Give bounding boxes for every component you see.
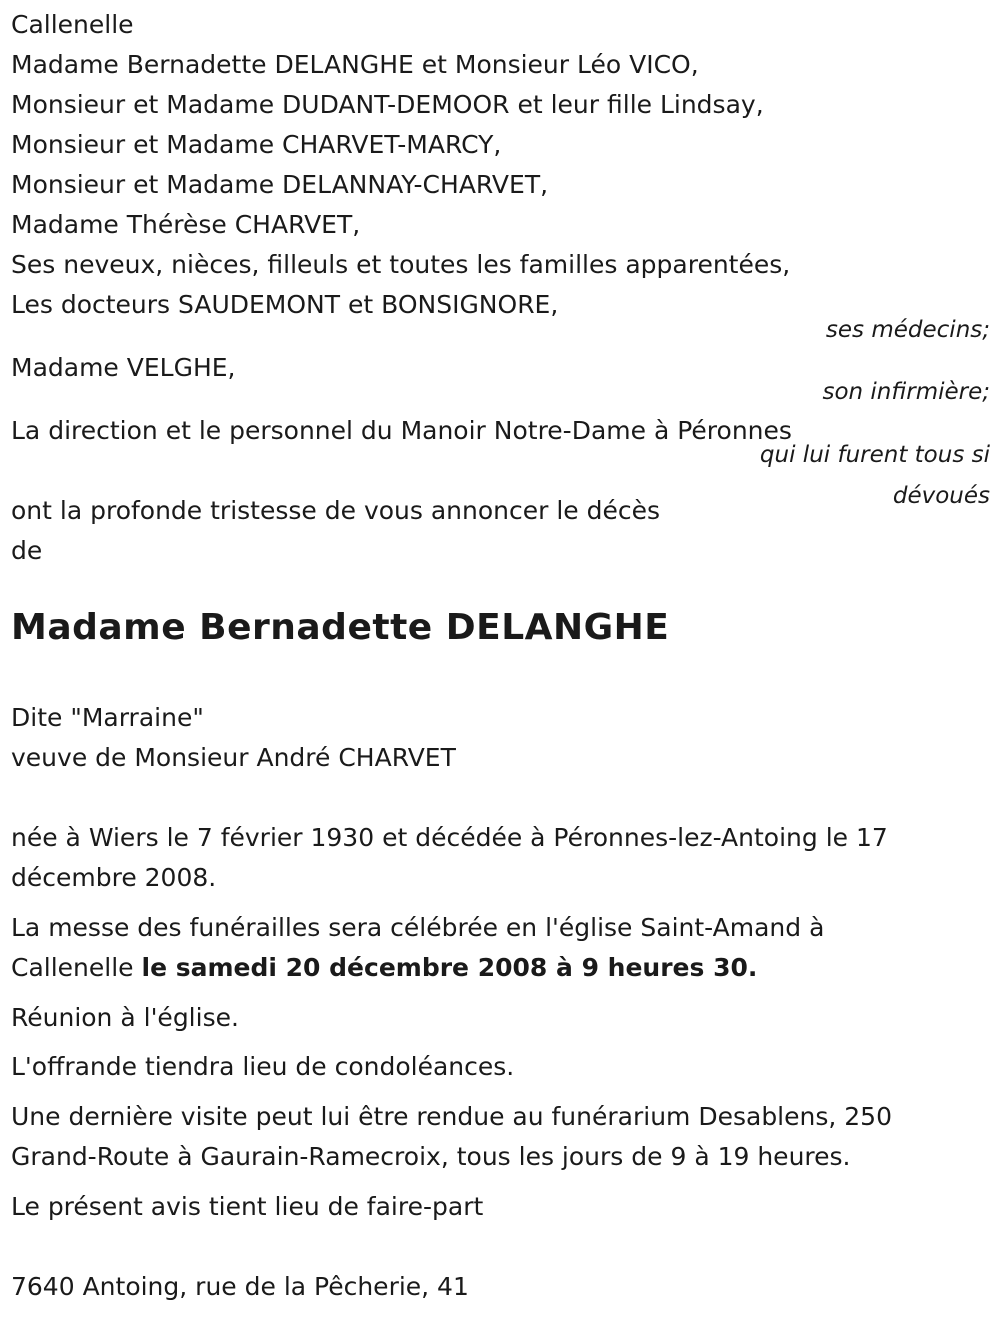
announce-line: ont la profonde tristesse de vous annoncer le décès (11, 496, 661, 525)
address: 7640 Antoing, rue de la Pêcherie, 41 (11, 1272, 469, 1301)
visit-line: Grand-Route à Gaurain-Ramecroix, tous les jours de 9 à 19 heures. (11, 1142, 851, 1171)
announcer-line: Les docteurs SAUDEMONT et BONSIGNORE, (11, 290, 559, 319)
mass-date: le samedi 20 décembre 2008 à 9 heures 30. (141, 953, 758, 982)
mass-line: La messe des funérailles sera célébrée en l'église Saint-Amand à (11, 913, 825, 942)
role-staff-line1: qui lui furent tous si (759, 442, 990, 468)
announcer-line: Callenelle (11, 10, 134, 39)
birth-death-line: née à Wiers le 7 février 1930 et décédée à Péronnes-lez-Antoing le 17 (11, 823, 888, 852)
deceased-name: Madame Bernadette DELANGHE (11, 607, 670, 648)
announcer-line: Ses neveux, nièces, filleuls et toutes les familles apparentées, (11, 250, 791, 279)
role-staff-line2: dévoués (892, 483, 990, 509)
announcer-line: Monsieur et Madame DELANNAY-CHARVET, (11, 170, 549, 199)
announcer-line: Monsieur et Madame DUDANT-DEMOOR et leur fille Lindsay, (11, 90, 764, 119)
birth-death-line: décembre 2008. (11, 863, 217, 892)
mass-line (11, 948, 757, 988)
role-nurse: son infirmière; (822, 379, 990, 405)
announcer-line: Madame Bernadette DELANGHE et Monsieur Léo VICO, (11, 50, 699, 79)
role-doctors: ses médecins; (825, 317, 990, 343)
announcer-line: Madame Thérèse CHARVET, (11, 210, 361, 239)
visit-line: Une dernière visite peut lui être rendue au funérarium Desablens, 250 (11, 1102, 892, 1131)
meeting: Réunion à l'église. (11, 1003, 239, 1032)
announcer-line: Monsieur et Madame CHARVET-MARCY, (11, 130, 502, 159)
widow-of: veuve de Monsieur André CHARVET (11, 743, 456, 772)
notice: Le présent avis tient lieu de faire-part (11, 1192, 484, 1221)
mass-place: Callenelle (11, 953, 142, 982)
offering: L'offrande tiendra lieu de condoléances. (11, 1052, 515, 1081)
announce-line: de (11, 536, 43, 565)
staff-line: La direction et le personnel du Manoir Notre-Dame à Péronnes (11, 416, 792, 445)
nickname: Dite "Marraine" (11, 703, 204, 732)
nurse-name: Madame VELGHE, (11, 353, 236, 382)
